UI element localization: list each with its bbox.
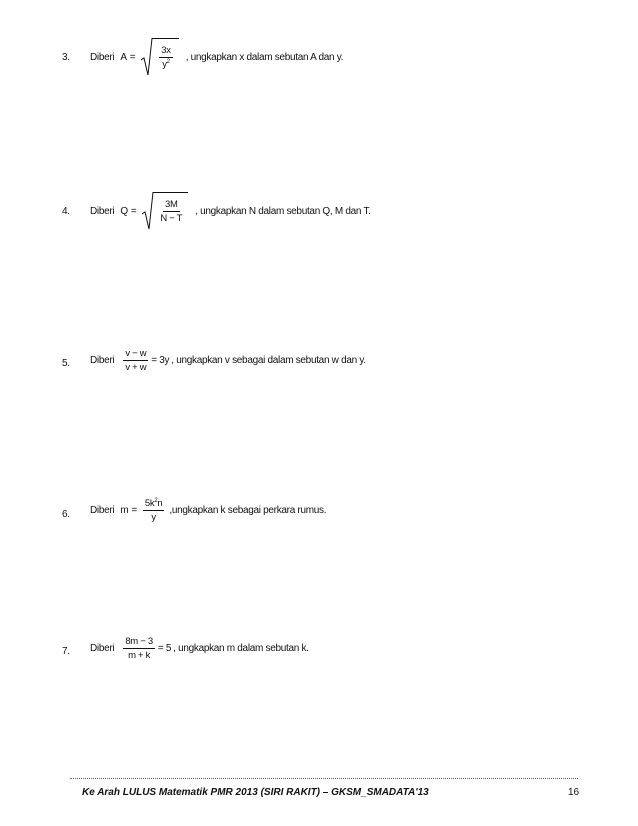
question-label: Diberi [90, 505, 115, 517]
equals-sign: = [130, 205, 137, 217]
question-number: 6. [62, 509, 70, 520]
question-number: 3. [62, 52, 70, 63]
formula-variable: A [120, 51, 127, 63]
equation-rhs: = 3y [151, 355, 170, 366]
denominator: m + k [128, 650, 151, 661]
equation-rhs: = 5 [157, 643, 172, 654]
square-root [142, 192, 188, 230]
fraction [143, 498, 164, 523]
question-label: Diberi [90, 355, 115, 366]
radical-sign-icon [141, 38, 153, 76]
footer-divider [70, 778, 578, 779]
equals-sign: = [129, 51, 136, 63]
formula-variable: Q [120, 205, 128, 217]
question-label: Diberi [90, 51, 115, 63]
question-label: Diberi [90, 205, 115, 217]
fraction [123, 636, 155, 661]
radical-sign-icon [142, 192, 154, 230]
question-instruction: , ungkapkan m dalam sebutan k. [173, 643, 309, 654]
numerator: 3M [164, 199, 178, 210]
numerator: 8m − 3 [125, 636, 153, 647]
fraction [159, 45, 172, 70]
question-number: 4. [62, 206, 70, 217]
denominator: $y^2$ [162, 58, 170, 71]
question-instruction: , ungkapkan N dalam sebutan Q, M dan T. [195, 205, 371, 217]
question-instruction: , ungkapkan v sebagai dalam sebutan w dan y. [171, 355, 366, 366]
question-number: 5. [62, 358, 70, 369]
question-instruction: ,ungkapkan k sebagai perkara rumus. [169, 505, 327, 517]
numerator: v − w [125, 348, 147, 359]
denominator: N − T [160, 213, 183, 224]
numerator: 3x [161, 44, 171, 56]
numerator: $5k^2n$ [144, 498, 163, 510]
page-number: 16 [568, 787, 580, 798]
fraction [123, 348, 148, 373]
fraction [160, 199, 182, 224]
equals-sign: = [131, 505, 137, 517]
denominator: y [151, 512, 156, 524]
question-number: 7. [62, 646, 70, 657]
denominator: v + w [125, 362, 147, 373]
footer-title: Ke Arah LULUS Matematik PMR 2013 (SIRI RAKIT) – GKSM_SMADATA'13 [82, 787, 429, 798]
formula-variable: m [120, 505, 129, 517]
question-instruction: , ungkapkan x dalam sebutan A dan y. [185, 51, 344, 63]
square-root [141, 38, 178, 76]
question-label: Diberi [90, 643, 115, 654]
